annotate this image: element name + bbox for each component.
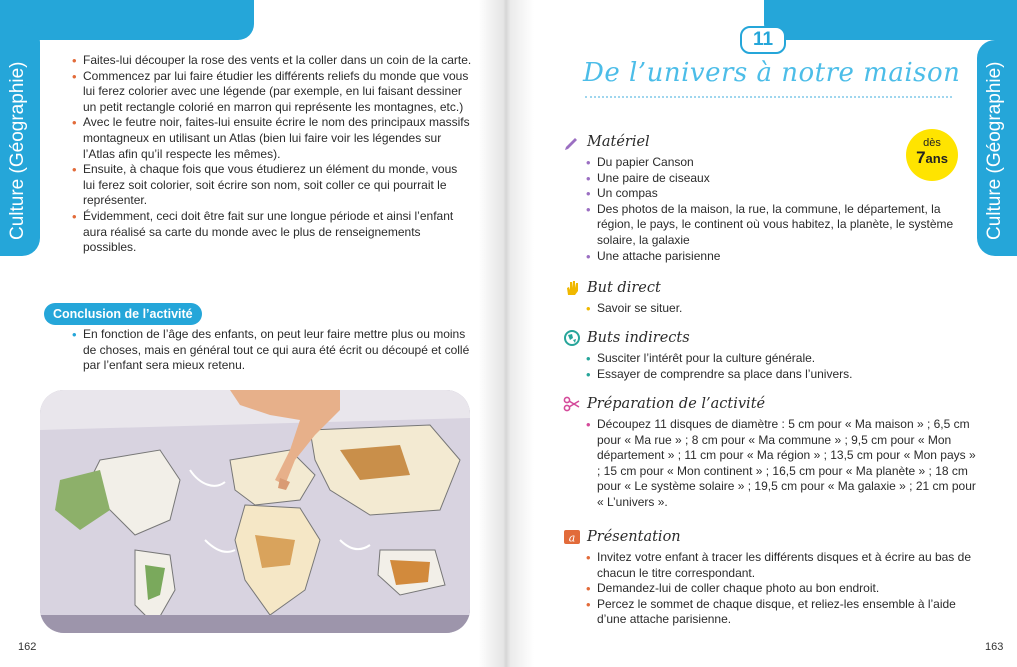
list-item: • Demandez-lui de coller chaque photo au bon endroit. xyxy=(586,581,976,597)
list-item: • Ensuite, à chaque fois que vous étudierez un élément du monde, vous lui ferez soit colorier, soit écrire son nom, soit coller ce qui pourrait le représenter. xyxy=(72,162,472,209)
right-side-label: Culture (Géographie) xyxy=(984,61,1005,240)
list-item: • Percez le sommet de chaque disque, et reliez-les ensemble à l’aide d’une attache parisienne. xyxy=(586,597,976,628)
scissors-icon xyxy=(563,395,581,413)
age-unit: ans xyxy=(925,151,948,166)
section-heading-text: Buts indirects xyxy=(587,330,690,346)
section-materiel-heading xyxy=(563,133,650,151)
list-item: • Avec le feutre noir, faites-lui ensuite écrire le nom des principaux massifs montagneux en utilisant un Atlas (bien lui faire voir les légendes sur l’Atlas afin qu’il respecte les mêmes). xyxy=(72,115,472,162)
section-presentation-heading xyxy=(563,528,681,546)
list-item: • Évidemment, ceci doit être fait sur une longue période et ainsi l’enfant aura réalisé sa carte du monde avec le plus de renseignements possibles. xyxy=(72,209,472,256)
buts-indirects-list xyxy=(586,351,976,382)
list-item: • Commencez par lui faire étudier les différents reliefs du monde que vous lui ferez colorier avec une légende (par exemple, en lui faisant dessiner un petit rectangle colorié en marron qui représente les montagnes, etc.) xyxy=(72,69,472,116)
page-title: De l’univers à notre maison xyxy=(583,58,961,88)
section-heading-text: But direct xyxy=(587,280,661,296)
section-heading-text: Préparation de l’activité xyxy=(587,396,766,412)
page-number-right: 163 xyxy=(985,641,1004,653)
pencil-icon xyxy=(563,133,581,151)
list-item: • Un compas xyxy=(586,186,976,202)
presentation-list xyxy=(586,550,976,628)
list-item: • Découpez 11 disques de diamètre : 5 cm pour « Ma maison » ; 6,5 cm pour « Ma rue » ; 8 cm pour « Ma commune » ; 9,5 cm pour « Mon département » ; 11 cm pour « Ma région » ; 13,5 cm pour « Mon pays » ; 15 cm pour « Mon continent » ; 16,5 cm pour « Ma planète » ; 18 cm pour « Le système solaire » ; 19,5 cm pour « Ma galaxie » ; 21 cm pour « L’univers ». xyxy=(586,417,976,511)
page-number-left: 162 xyxy=(18,641,37,653)
list-item: • Susciter l’intérêt pour la culture générale. xyxy=(586,351,976,367)
chapter-number-badge: 11 xyxy=(740,26,786,54)
list-item: • Une paire de ciseaux xyxy=(586,171,976,187)
conclusion-bullet-list xyxy=(72,327,472,374)
left-side-label: Culture (Géographie) xyxy=(7,61,28,240)
title-underline xyxy=(585,96,952,98)
materiel-list xyxy=(586,155,976,264)
globe-icon xyxy=(563,329,581,347)
section-preparation-heading xyxy=(563,395,765,413)
preparation-list xyxy=(586,417,976,511)
list-item: • En fonction de l’âge des enfants, on peut leur faire mettre plus ou moins de choses, mais en général tout ce qui aura été écrit ou découpé et collé par l’enfant sera mieux retenu. xyxy=(72,327,472,374)
list-item: • Des photos de la maison, la rue, la commune, le département, la région, le pays, le continent où vous habitez, la planète, le système solaire, la galaxie xyxy=(586,202,976,249)
svg-text:a: a xyxy=(568,531,576,545)
section-heading-text: Matériel xyxy=(587,134,650,150)
world-map-photo xyxy=(40,390,470,633)
but-direct-list xyxy=(586,301,976,317)
list-item: • Une attache parisienne xyxy=(586,249,976,265)
section-buts-indirects-heading xyxy=(563,329,690,347)
age-badge-prefix: dès xyxy=(923,137,941,149)
letter-a-icon xyxy=(563,528,581,546)
section-heading-text: Présentation xyxy=(587,529,681,545)
world-map-illustration xyxy=(40,390,470,633)
list-item: • Faites-lui découper la rose des vents et la coller dans un coin de la carte. xyxy=(72,53,472,69)
list-item: • Du papier Canson xyxy=(586,155,976,171)
hand-icon xyxy=(563,279,581,297)
left-bullet-list xyxy=(72,53,472,256)
list-item: • Essayer de comprendre sa place dans l’univers. xyxy=(586,367,976,383)
age-number: 7 xyxy=(916,148,926,167)
section-but-direct-heading xyxy=(563,279,661,297)
right-top-tab xyxy=(764,0,1017,40)
list-item: • Savoir se situer. xyxy=(586,301,976,317)
conclusion-heading: Conclusion de l’activité xyxy=(44,303,202,325)
list-item: • Invitez votre enfant à tracer les différents disques et à écrire au bas de chacun le titre correspondant. xyxy=(586,550,976,581)
